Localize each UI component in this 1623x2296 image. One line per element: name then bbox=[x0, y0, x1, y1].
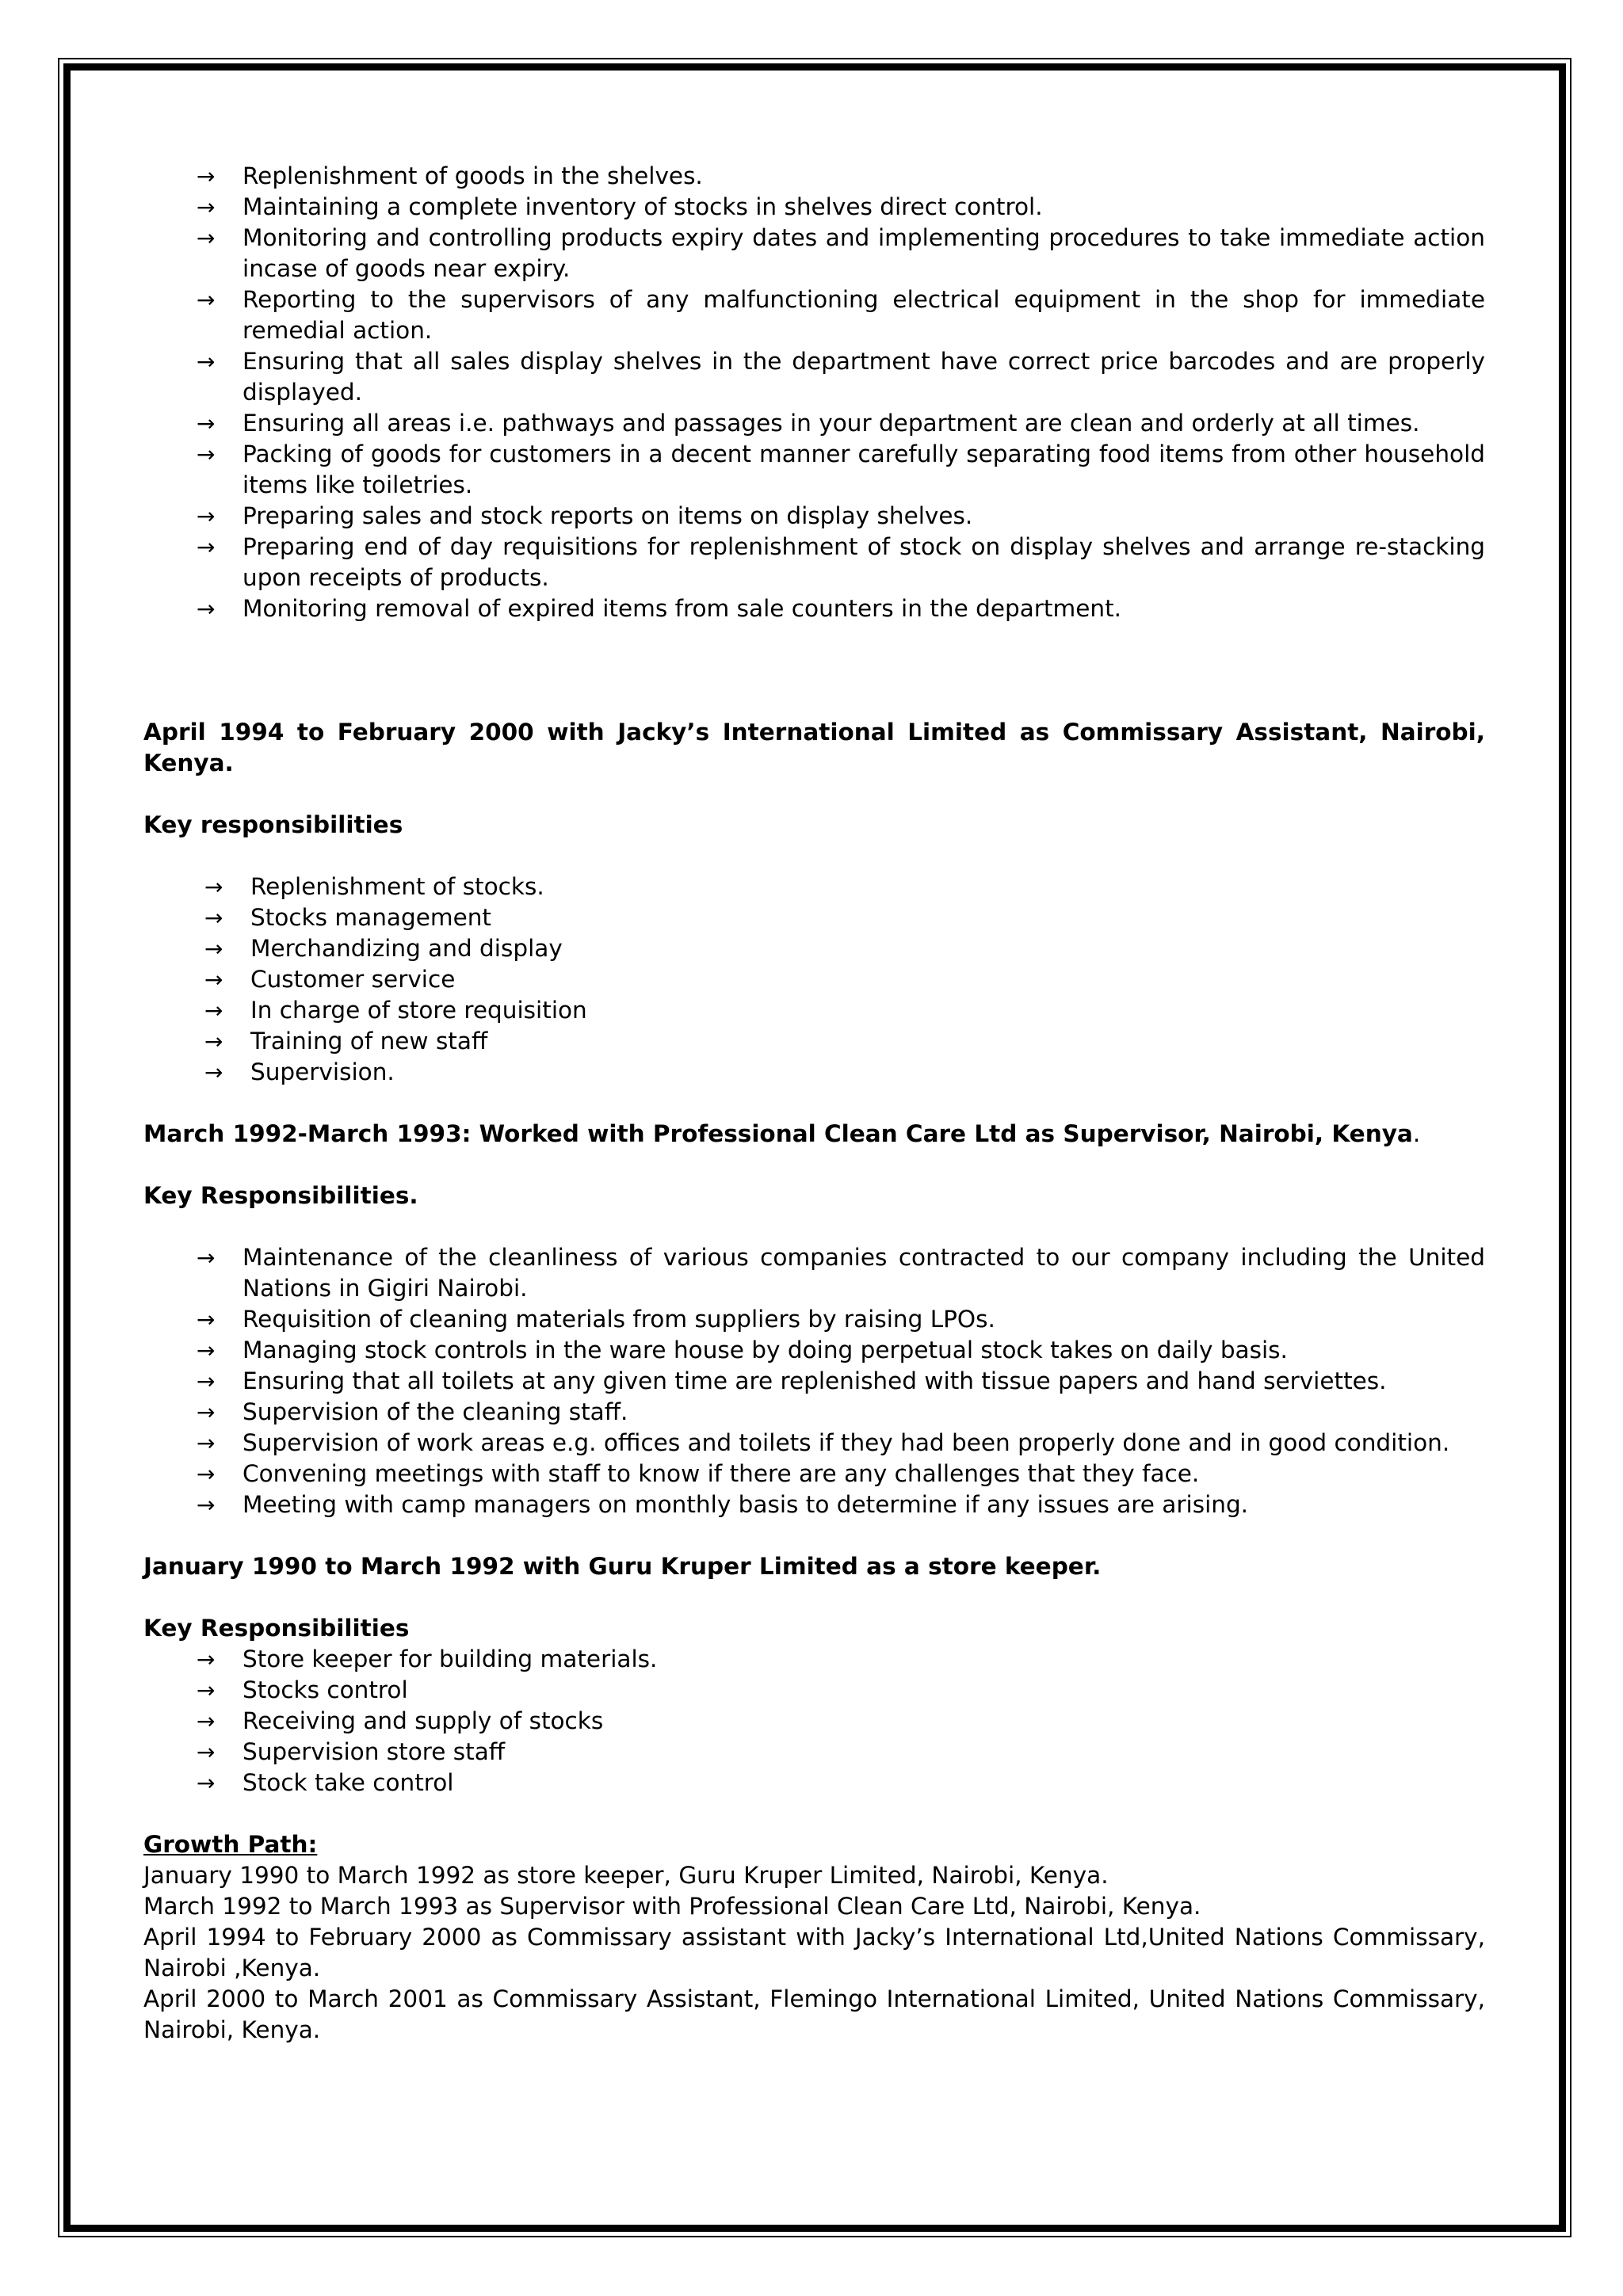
arrow-bullet-icon: → bbox=[197, 1245, 216, 1271]
list-item: → Replenishment of goods in the shelves. bbox=[143, 161, 1485, 192]
list-item: → Supervision. bbox=[143, 1057, 1485, 1088]
list-item: → Managing stock controls in the ware house by doing perpetual stock takes on daily basis. bbox=[143, 1335, 1485, 1366]
list-item: → Supervision of work areas e.g. offices and toilets if they had been properly done and in good condition. bbox=[143, 1428, 1485, 1459]
arrow-bullet-icon: → bbox=[197, 194, 216, 220]
arrow-bullet-icon: → bbox=[197, 287, 216, 313]
spacer bbox=[143, 624, 1485, 717]
arrow-bullet-icon: → bbox=[197, 163, 216, 189]
arrow-bullet-icon: → bbox=[197, 1708, 216, 1734]
jacky-responsibilities-list bbox=[143, 871, 1485, 1088]
list-item: → Ensuring that all toilets at any given time are replenished with tissue papers and hand serviettes. bbox=[143, 1366, 1485, 1397]
arrow-bullet-icon: → bbox=[197, 1770, 216, 1796]
arrow-bullet-icon: → bbox=[197, 596, 216, 622]
section-subheading: Key responsibilities bbox=[143, 811, 403, 838]
list-item: → Store keeper for building materials. bbox=[143, 1644, 1485, 1675]
growth-path-line: April 1994 to February 2000 as Commissary assistant with Jacky’s International Ltd,United Nations Commissary, Nairobi ,Kenya. bbox=[143, 1924, 1485, 1981]
arrow-bullet-icon: → bbox=[204, 1059, 223, 1085]
list-item: → Maintaining a complete inventory of stocks in shelves direct control. bbox=[143, 192, 1485, 223]
arrow-bullet-icon: → bbox=[197, 1461, 216, 1487]
list-item: → Stocks control bbox=[143, 1675, 1485, 1706]
spacer bbox=[143, 1088, 1485, 1119]
list-item: → Maintenance of the cleanliness of various companies contracted to our company including the United Nations in Gigiri Nairobi. bbox=[197, 1244, 1485, 1302]
document-body bbox=[143, 161, 1485, 2046]
arrow-bullet-icon: → bbox=[204, 905, 223, 931]
list-item: → Merchandizing and display bbox=[143, 933, 1485, 964]
list-item: → Convening meetings with staff to know if there are any challenges that they face. bbox=[143, 1459, 1485, 1489]
growth-path-line: March 1992 to March 1993 as Supervisor with Professional Clean Care Ltd, Nairobi, Kenya. bbox=[143, 1893, 1201, 1920]
list-item: → Meeting with camp managers on monthly basis to determine if any issues are arising. bbox=[143, 1489, 1485, 1520]
job-heading-clean-care: March 1992-March 1993: Worked with Professional Clean Care Ltd as Supervisor, Nairobi, Kenya. bbox=[143, 1120, 1421, 1147]
growth-path-line: January 1990 to March 1992 as store keeper, Guru Kruper Limited, Nairobi, Kenya. bbox=[143, 1862, 1109, 1889]
arrow-bullet-icon: → bbox=[197, 1399, 216, 1425]
list-item: → Replenishment of stocks. bbox=[143, 871, 1485, 902]
arrow-bullet-icon: → bbox=[197, 1306, 216, 1333]
spacer bbox=[143, 779, 1485, 810]
list-item: → Preparing sales and stock reports on items on display shelves. bbox=[143, 501, 1485, 532]
arrow-bullet-icon: → bbox=[204, 967, 223, 993]
arrow-bullet-icon: → bbox=[197, 534, 216, 560]
clean-care-responsibilities-list bbox=[143, 1242, 1485, 1520]
arrow-bullet-icon: → bbox=[197, 1646, 216, 1672]
spacer bbox=[143, 1150, 1485, 1180]
arrow-bullet-icon: → bbox=[197, 1368, 216, 1394]
growth-path-line: April 2000 to March 2001 as Commissary Assistant, Flemingo International Limited, United Nations Commissary, Nairobi, Kenya. bbox=[143, 1985, 1485, 2043]
spacer bbox=[143, 1798, 1485, 1829]
arrow-bullet-icon: → bbox=[197, 1337, 216, 1363]
growth-path-title: Growth Path: bbox=[143, 1831, 318, 1858]
arrow-bullet-icon: → bbox=[204, 1028, 223, 1055]
list-item: → In charge of store requisition bbox=[143, 995, 1485, 1026]
list-item: → Monitoring removal of expired items from sale counters in the department. bbox=[143, 593, 1485, 624]
arrow-bullet-icon: → bbox=[197, 1739, 216, 1765]
job-heading-guru: January 1990 to March 1992 with Guru Kruper Limited as a store keeper. bbox=[143, 1553, 1102, 1580]
list-item: → Monitoring and controlling products expiry dates and implementing procedures to take immediate action incase of goods near expiry. bbox=[197, 224, 1485, 282]
spacer bbox=[143, 1211, 1485, 1242]
list-item: → Reporting to the supervisors of any malfunctioning electrical equipment in the shop for immediate remedial action. bbox=[197, 286, 1485, 344]
guru-responsibilities-list bbox=[143, 1644, 1485, 1798]
list-item: → Customer service bbox=[143, 964, 1485, 995]
arrow-bullet-icon: → bbox=[197, 441, 216, 467]
arrow-bullet-icon: → bbox=[204, 936, 223, 962]
duties-list bbox=[143, 161, 1485, 624]
list-item: → Requisition of cleaning materials from suppliers by raising LPOs. bbox=[143, 1304, 1485, 1335]
arrow-bullet-icon: → bbox=[204, 874, 223, 900]
list-item: → Stock take control bbox=[143, 1768, 1485, 1798]
spacer bbox=[143, 1582, 1485, 1613]
arrow-bullet-icon: → bbox=[197, 349, 216, 375]
spacer bbox=[143, 841, 1485, 871]
arrow-bullet-icon: → bbox=[197, 503, 216, 529]
arrow-bullet-icon: → bbox=[197, 1492, 216, 1518]
list-item: → Training of new staff bbox=[143, 1026, 1485, 1057]
arrow-bullet-icon: → bbox=[197, 225, 216, 251]
list-item: → Supervision of the cleaning staff. bbox=[143, 1397, 1485, 1428]
section-subheading: Key Responsibilities bbox=[143, 1615, 410, 1642]
list-item: → Ensuring that all sales display shelves in the department have correct price barcodes and are properly displayed. bbox=[197, 348, 1485, 406]
arrow-bullet-icon: → bbox=[197, 410, 216, 437]
list-item: → Supervision store staff bbox=[143, 1737, 1485, 1768]
spacer bbox=[143, 1520, 1485, 1551]
section-subheading: Key Responsibilities. bbox=[143, 1182, 418, 1209]
job-heading-jacky: April 1994 to February 2000 with Jacky’s International Limited as Commissary Assistant, Nairobi, Kenya. bbox=[143, 719, 1485, 776]
list-item: → Stocks management bbox=[143, 902, 1485, 933]
arrow-bullet-icon: → bbox=[197, 1430, 216, 1456]
list-item: → Preparing end of day requisitions for replenishment of stock on display shelves and arrange re-stacking upon receipts of products. bbox=[197, 533, 1485, 591]
list-item: → Receiving and supply of stocks bbox=[143, 1706, 1485, 1737]
arrow-bullet-icon: → bbox=[204, 997, 223, 1024]
list-item: → Packing of goods for customers in a decent manner carefully separating food items from other household items like toiletries. bbox=[197, 441, 1485, 498]
list-item: → Ensuring all areas i.e. pathways and passages in your department are clean and orderly at all times. bbox=[143, 408, 1485, 439]
arrow-bullet-icon: → bbox=[197, 1677, 216, 1703]
